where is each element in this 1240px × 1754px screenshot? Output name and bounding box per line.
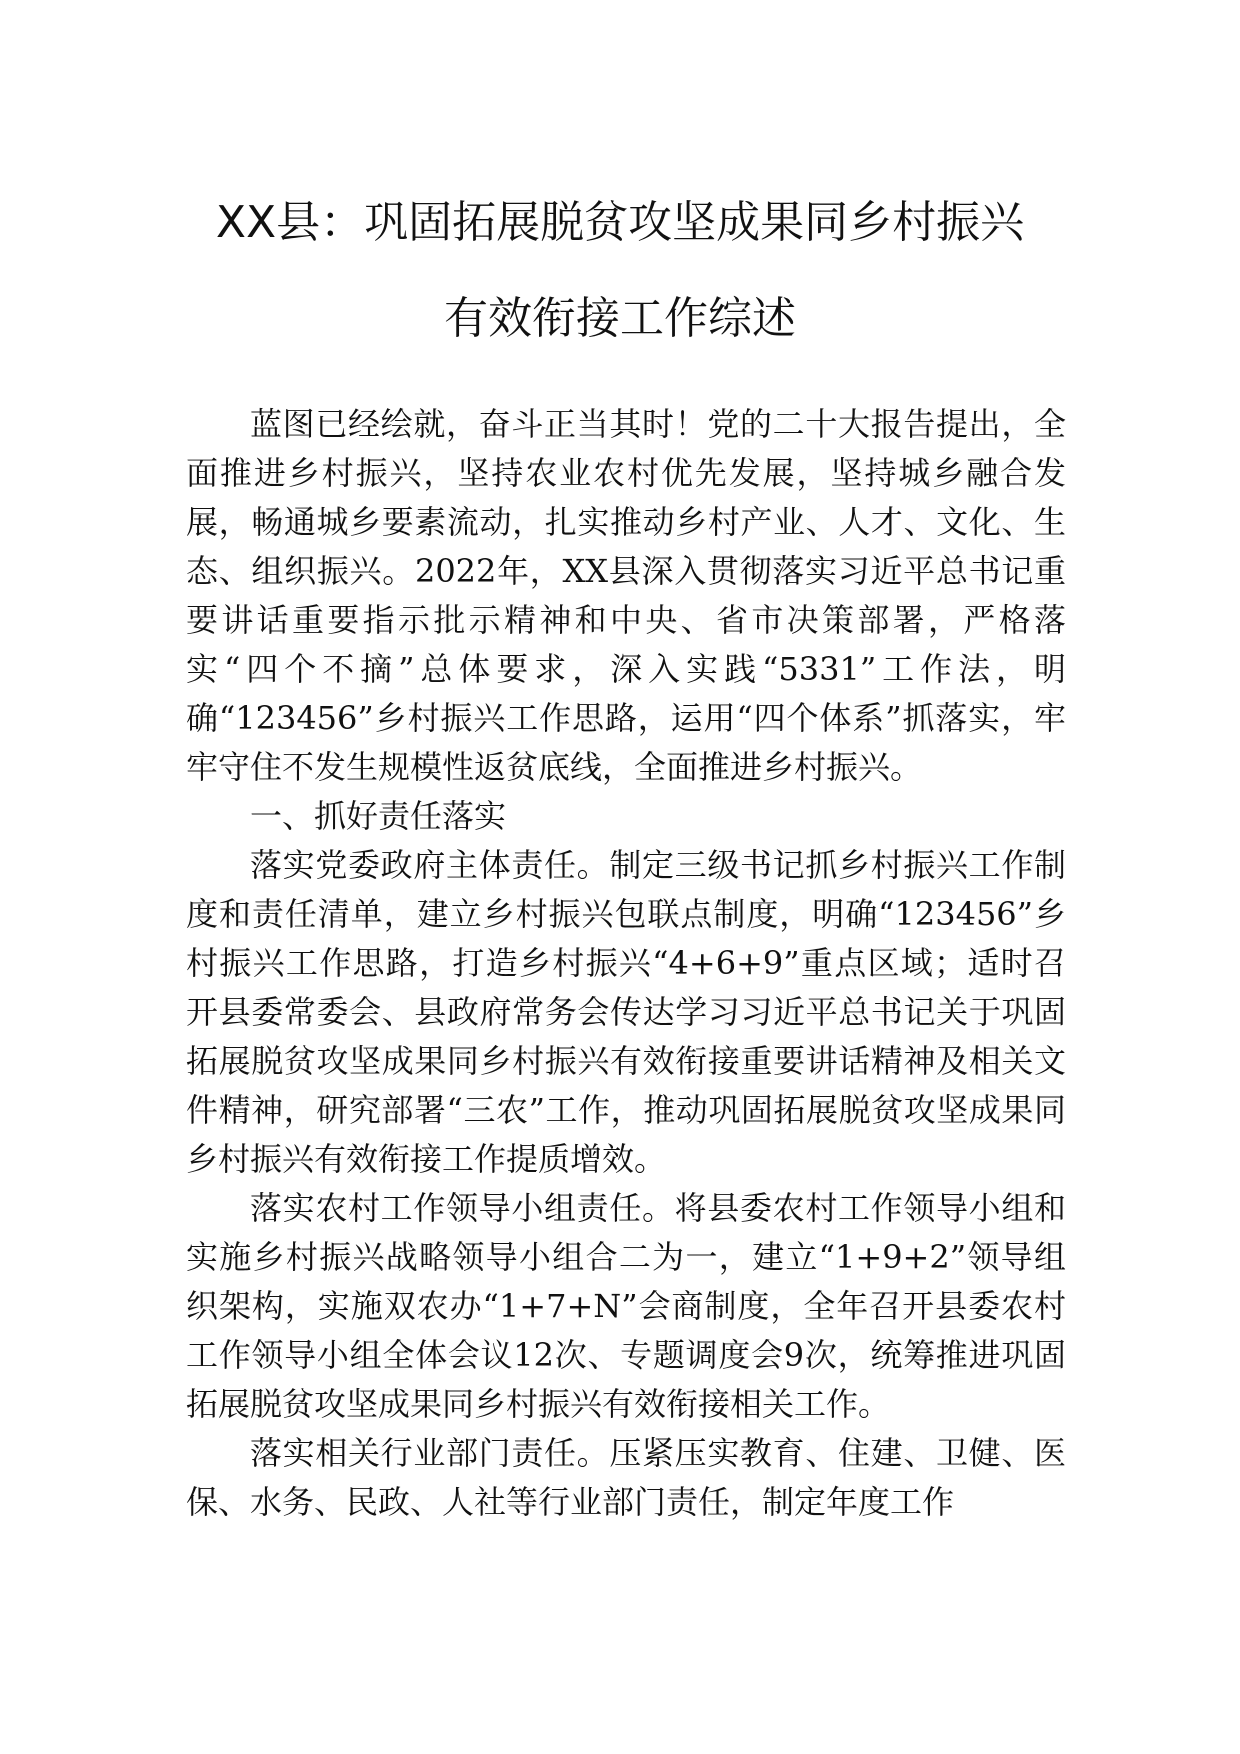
document-title [160, 175, 1080, 367]
intro-paragraph: 蓝图已经绘就，奋斗正当其时！党的二十大报告提出，全面推进乡村振兴，坚持农业农村优先发展，坚持城乡融合发展，畅通城乡要素流动，扎实推动乡村产业、人才、文化、生态、组织振兴。2022年，XX县深入贯彻落实习近平总书记重要讲话重要指示批示精神和中央、省市决策部署，严格落实“四个不摘”总体要求，深入实践“5331”工作法，明确“123456”乡村振兴工作思路，运用“四个体系”抓落实，牢牢守住不发生规模性返贫底线，全面推进乡村振兴。 [186, 405, 1066, 786]
paragraph-department-responsibility: 落实相关行业部门责任。压紧压实教育、住建、卫健、医保、水务、民政、人社等行业部门责任，制定年度工作 [186, 1434, 1066, 1521]
paragraph-leading-group-responsibility: 落实农村工作领导小组责任。将县委农村工作领导小组和实施乡村振兴战略领导小组合二为一，建立“1+9+2”领导组织架构，实施双农办“1+7+N”会商制度，全年召开县委农村工作领导小组全体会议12次、专题调度会9次，统筹推进巩固拓展脱贫攻坚成果同乡村振兴有效衔接相关工作。 [186, 1189, 1066, 1423]
title-line-2: 有效衔接工作综述 [444, 293, 796, 344]
document-body [186, 400, 1066, 1527]
title-line-1: XX县：巩固拓展脱贫攻坚成果同乡村振兴 [215, 197, 1025, 248]
section-heading-1: 一、抓好责任落实 [250, 797, 507, 835]
paragraph-party-responsibility: 落实党委政府主体责任。制定三级书记抓乡村振兴工作制度和责任清单，建立乡村振兴包联点制度，明确“123456”乡村振兴工作思路，打造乡村振兴“4+6+9”重点区域；适时召开县委常委会、县政府常务会传达学习习近平总书记关于巩固拓展脱贫攻坚成果同乡村振兴有效衔接重要讲话精神及相关文件精神，研究部署“三农”工作，推动巩固拓展脱贫攻坚成果同乡村振兴有效衔接工作提质增效。 [186, 846, 1066, 1178]
